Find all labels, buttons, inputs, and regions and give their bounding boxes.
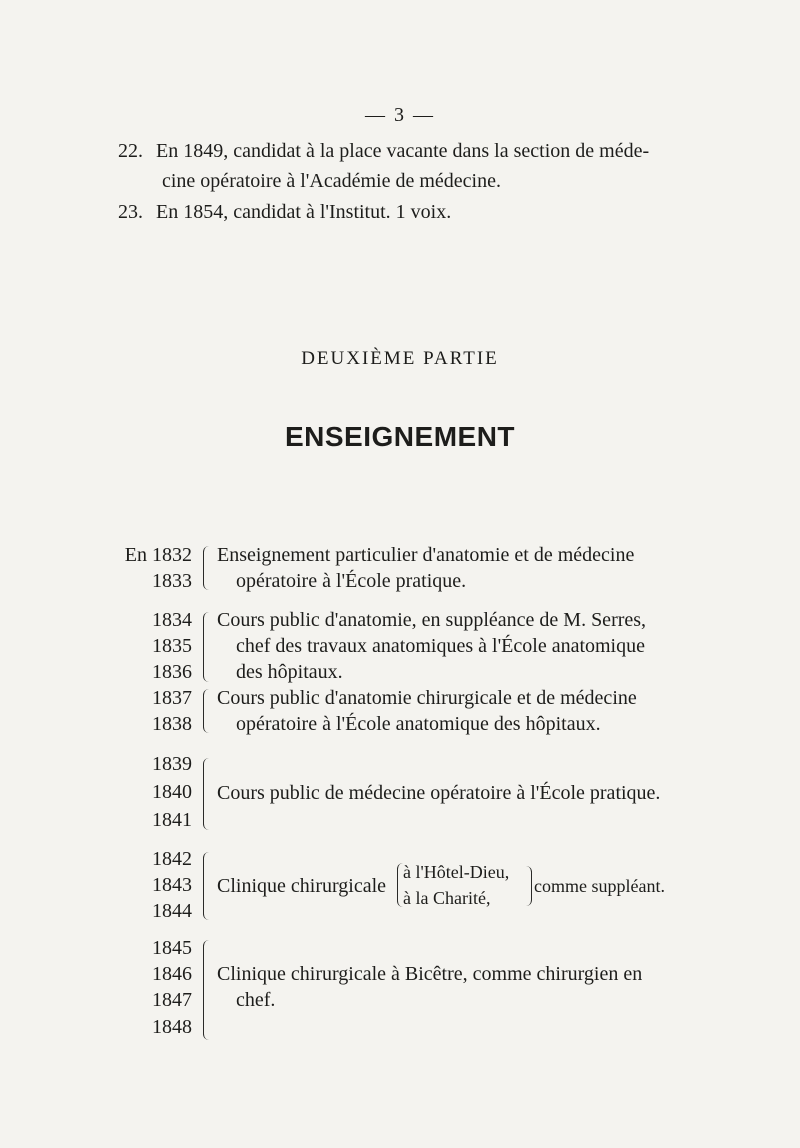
entry-year: 1834 <box>152 609 192 631</box>
page-number: — 3 — <box>365 104 435 126</box>
entry-year: 1840 <box>152 781 192 803</box>
entry-year: 1836 <box>152 661 192 683</box>
entry-text: des hôpitaux. <box>236 661 343 683</box>
entry-option: à l'Hôtel-Dieu, <box>403 862 510 882</box>
entry-option: à la Charité, <box>403 888 491 908</box>
list-item-continuation: cine opératoire à l'Académie de médecine. <box>162 170 501 192</box>
entry-year: 1839 <box>152 753 192 775</box>
entry-year: 1843 <box>152 874 192 896</box>
entry-year: 1845 <box>152 937 192 959</box>
entry-text: opératoire à l'École anatomique des hôpitaux. <box>236 713 601 735</box>
entry-year: En 1832 <box>124 544 192 566</box>
brace <box>203 546 212 590</box>
entry-year: 1833 <box>152 570 192 592</box>
section-title: ENSEIGNEMENT <box>284 421 516 452</box>
entry-text: Clinique chirurgicale à Bicêtre, comme chirurgien en <box>217 963 643 985</box>
entry-text: chef. <box>236 989 276 1011</box>
entry-text: Enseignement particulier d'anatomie et de médecine <box>217 544 635 566</box>
part-heading: DEUXIÈME PARTIE <box>301 348 499 369</box>
list-item: 22. En 1849, candidat à la place vacante dans la section de méde- <box>118 140 650 162</box>
entry-label: Clinique chirurgicale <box>217 875 387 897</box>
entry-text: Cours public d'anatomie, en suppléance de M. Serres, <box>217 609 647 631</box>
entry-year: 1837 <box>152 687 192 709</box>
entry-year: 1838 <box>152 713 192 735</box>
entry-text: opératoire à l'École pratique. <box>236 570 467 592</box>
entry-year: 1846 <box>152 963 192 985</box>
entry-text: Cours public d'anatomie chirurgicale et de médecine <box>217 687 637 709</box>
list-item: 23. En 1854, candidat à l'Institut. 1 voix. <box>118 201 452 223</box>
entry-year: 1844 <box>152 900 192 922</box>
brace <box>203 612 212 682</box>
entry-suffix: comme suppléant. <box>534 876 665 896</box>
brace <box>203 852 212 920</box>
brace <box>203 758 212 830</box>
entry-year: 1848 <box>152 1016 192 1038</box>
entry-year: 1835 <box>152 635 192 657</box>
entry-year: 1847 <box>152 989 192 1011</box>
entry-year: 1842 <box>152 848 192 870</box>
brace <box>203 689 212 733</box>
entry-year: 1841 <box>152 809 192 831</box>
entry-text: Cours public de médecine opératoire à l'École pratique. <box>217 782 661 804</box>
entry-text: chef des travaux anatomiques à l'École anatomique <box>236 635 645 657</box>
brace <box>523 866 532 906</box>
brace <box>203 940 212 1040</box>
